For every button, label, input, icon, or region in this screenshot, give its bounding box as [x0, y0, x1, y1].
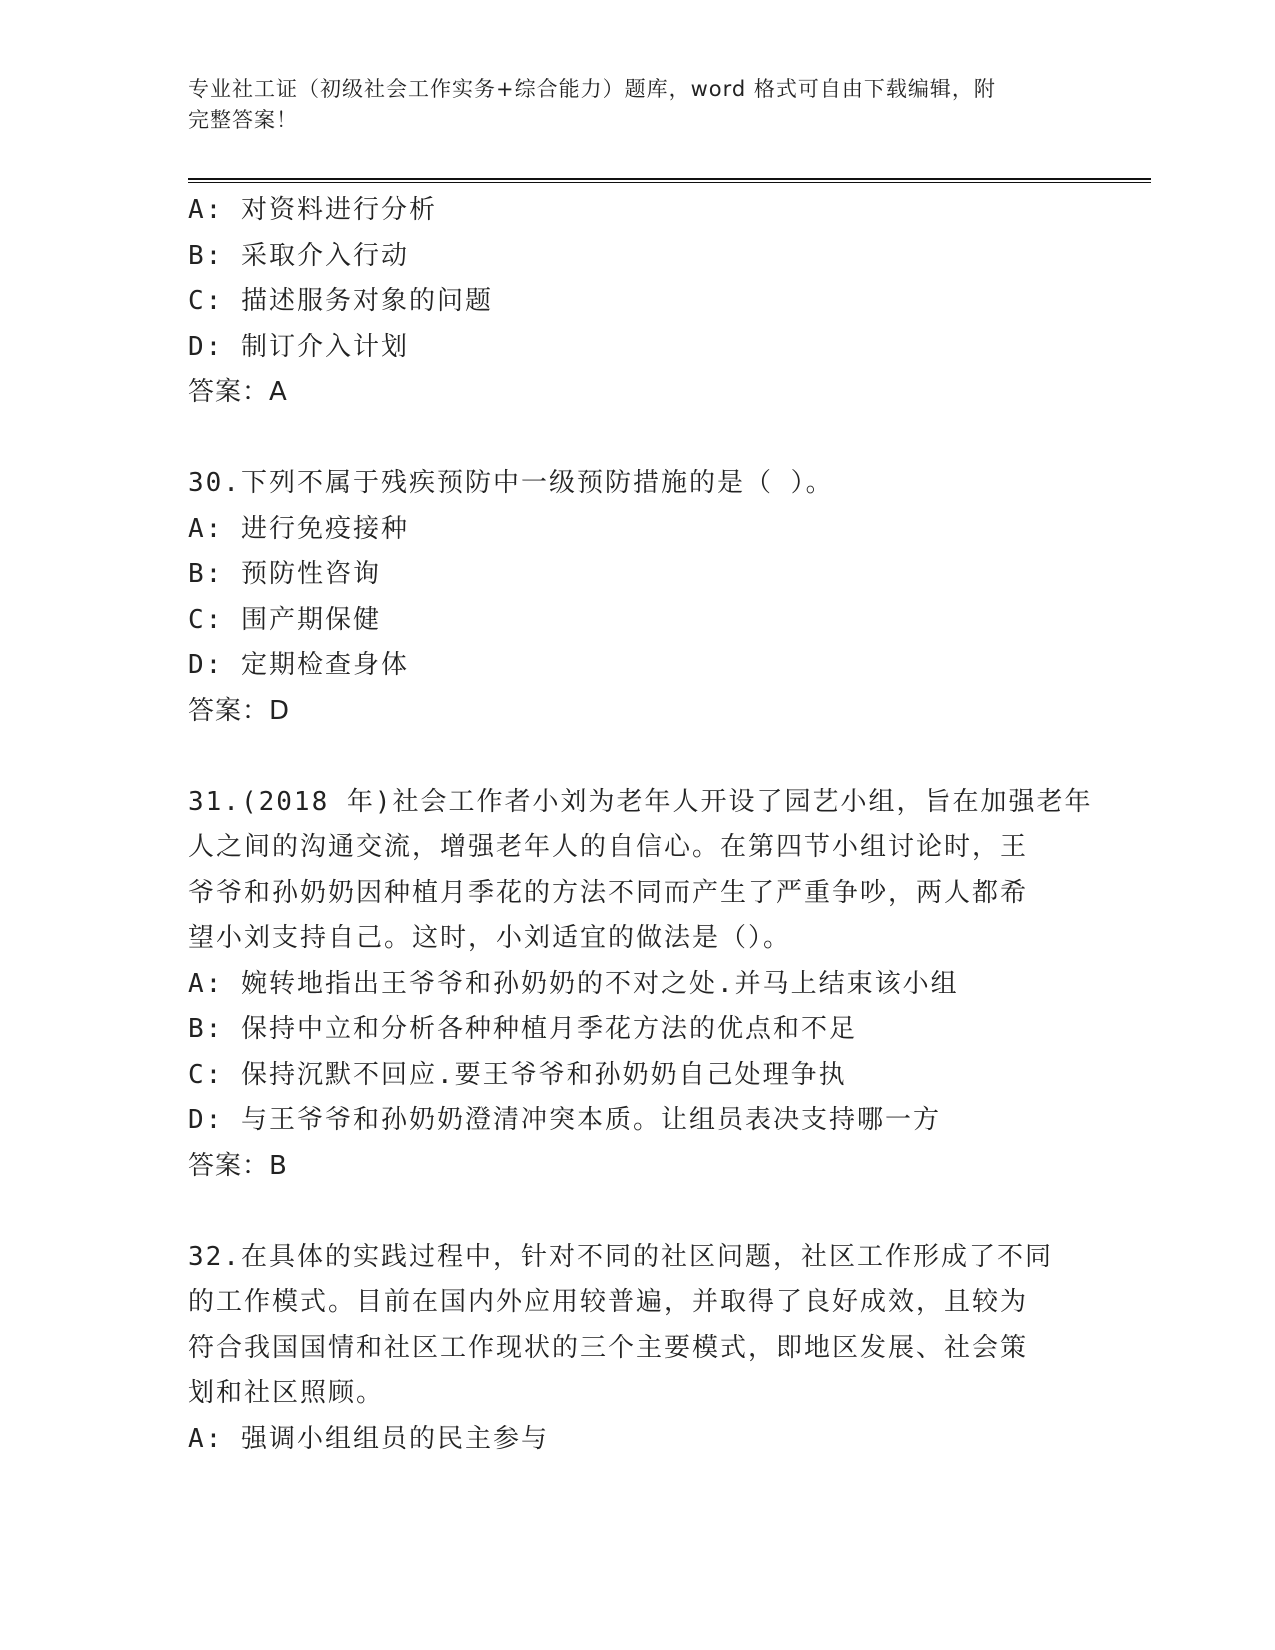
question-32	[188, 1235, 1088, 1463]
document-header	[188, 74, 1088, 136]
option-c: C: 描述服务对象的问题	[188, 286, 493, 316]
question-stem-line-1: 31.(2018 年)社会工作者小刘为老年人开设了园艺小组，旨在加强老年	[188, 786, 1093, 817]
header-line-2: 完整答案！	[188, 108, 298, 132]
option-b: B: 采取介入行动	[188, 240, 409, 271]
question-31	[188, 780, 1093, 1190]
question-stem-line-2: 的工作模式。目前在国内外应用较普遍，并取得了良好成效，且较为	[188, 1287, 1029, 1317]
question-content	[188, 188, 1093, 1462]
question-30	[188, 461, 1088, 734]
option-a: A: 对资料进行分析	[188, 195, 437, 225]
answer-line: 答案：A	[188, 377, 288, 407]
option-d: D: 与王爷爷和孙奶奶澄清冲突本质。让组员表决支持哪一方	[188, 1105, 941, 1135]
option-a: A: 进行免疫接种	[188, 513, 409, 544]
option-b: B: 保持中立和分析各种种植月季花方法的优点和不足	[188, 1014, 857, 1044]
answer-line: 答案：D	[188, 695, 291, 726]
question-stem-line-3: 符合我国国情和社区工作现状的三个主要模式，即地区发展、社会策	[188, 1332, 1029, 1363]
header-line-1: 专业社工证（初级社会工作实务+综合能力）题库，word 格式可自由下载编辑，附	[188, 77, 996, 101]
header-divider-thick	[188, 178, 1151, 180]
answer-line: 答案：B	[188, 1150, 288, 1181]
question-stem: 30.下列不属于残疾预防中一级预防措施的是（ ）。	[188, 468, 834, 498]
option-d: D: 制订介入计划	[188, 331, 409, 362]
option-d: D: 定期检查身体	[188, 650, 409, 680]
option-a: A: 强调小组组员的民主参与	[188, 1423, 549, 1454]
option-a: A: 婉转地指出王爷爷和孙奶奶的不对之处.并马上结束该小组	[188, 968, 959, 999]
option-c: C: 围产期保健	[188, 604, 381, 635]
question-stem-line-2: 人之间的沟通交流，增强老年人的自信心。在第四节小组讨论时，王	[188, 832, 1029, 862]
question-stem-line-4: 划和社区照顾。	[188, 1378, 385, 1408]
option-c: C: 保持沉默不回应.要王爷爷和孙奶奶自己处理争执	[188, 1059, 847, 1090]
question-stem-line-3: 爷爷和孙奶奶因种植月季花的方法不同而产生了严重争吵，两人都希	[188, 877, 1029, 908]
question-stem-line-4: 望小刘支持自己。这时，小刘适宜的做法是（）。	[188, 923, 792, 953]
option-b: B: 预防性咨询	[188, 559, 381, 589]
question-29	[188, 188, 1088, 416]
header-divider-thin	[188, 182, 1151, 183]
question-stem-line-1: 32.在具体的实践过程中，针对不同的社区问题，社区工作形成了不同	[188, 1241, 1053, 1272]
